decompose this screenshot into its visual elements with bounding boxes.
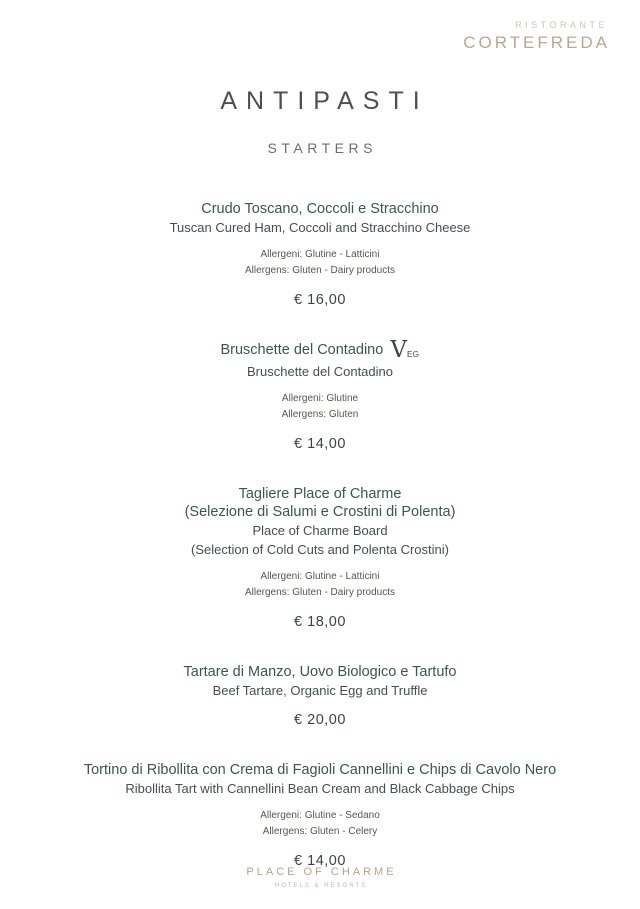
- page-subtitle: STARTERS: [267, 140, 377, 156]
- veg-icon: VEG: [390, 337, 420, 364]
- item-name-english: Tuscan Cured Ham, Coccoli and Stracchino Cheese: [169, 220, 471, 236]
- item-price: € 16,00: [294, 292, 346, 309]
- menu-item-bruschette: [0, 337, 640, 453]
- hotel-group-tagline: HOTELS & RESORTS: [274, 883, 368, 889]
- restaurant-logo-subtitle: RISTORANTE: [515, 20, 608, 30]
- allergens-italian: Allergeni: Glutine: [281, 393, 359, 405]
- item-price: € 14,00: [294, 853, 346, 870]
- item-allergens: [0, 247, 640, 278]
- item-allergens: [0, 569, 640, 600]
- item-price: € 18,00: [294, 614, 346, 631]
- allergens-italian: Allergeni: Glutine - Latticini: [260, 249, 380, 261]
- item-name-italian: Tortino di Ribollita con Crema di Fagioli Cannellini e Chips di Cavolo Nero: [83, 762, 557, 779]
- page-title: ANTIPASTI: [220, 87, 429, 115]
- item-price: € 14,00: [294, 436, 346, 453]
- item-name-italian-line2: (Selezione di Salumi e Crostini di Polenta): [184, 504, 456, 521]
- allergens-english: Allergens: Gluten - Dairy products: [244, 586, 396, 598]
- allergens-english: Allergens: Gluten - Celery: [262, 825, 378, 837]
- item-name-english-line2: (Selection of Cold Cuts and Polenta Crostini): [191, 542, 449, 558]
- item-name-english: Beef Tartare, Organic Egg and Truffle: [212, 683, 428, 699]
- item-allergens: [0, 391, 640, 422]
- allergens-italian: Allergeni: Glutine - Sedano: [260, 810, 380, 822]
- menu-item-tartare: [0, 663, 640, 728]
- restaurant-logo: [0, 0, 640, 53]
- restaurant-logo-name: CORTEFREDA: [463, 33, 610, 52]
- allergens-italian: Allergeni: Glutine - Latticini: [260, 571, 380, 583]
- menu-item-tortino-ribollita: [0, 761, 640, 869]
- menu-item-tagliere: [0, 485, 640, 630]
- allergens-english: Allergens: Gluten: [281, 408, 359, 420]
- hotel-group-logo: [0, 866, 640, 889]
- item-price: € 20,00: [294, 712, 346, 729]
- item-name-text: Bruschette del Contadino: [220, 342, 384, 359]
- menu-item-crudo-toscano: [0, 200, 640, 308]
- item-name-italian: Tagliere Place of Charme: [238, 486, 402, 503]
- item-name-english: Bruschette del Contadino: [247, 364, 393, 380]
- item-name-italian: Tartare di Manzo, Uovo Biologico e Tartufo: [183, 664, 457, 681]
- hotel-group-name: PLACE OF CHARME: [246, 866, 397, 878]
- item-name-italian: Crudo Toscano, Coccoli e Stracchino: [201, 201, 439, 217]
- item-name-italian: [0, 337, 640, 364]
- menu-items-list: [0, 200, 640, 869]
- allergens-english: Allergens: Gluten - Dairy products: [244, 264, 396, 276]
- item-name-english: Place of Charme Board: [252, 523, 388, 539]
- item-allergens: [0, 808, 640, 839]
- item-name-english: Ribollita Tart with Cannellini Bean Cream and Black Cabbage Chips: [125, 781, 515, 797]
